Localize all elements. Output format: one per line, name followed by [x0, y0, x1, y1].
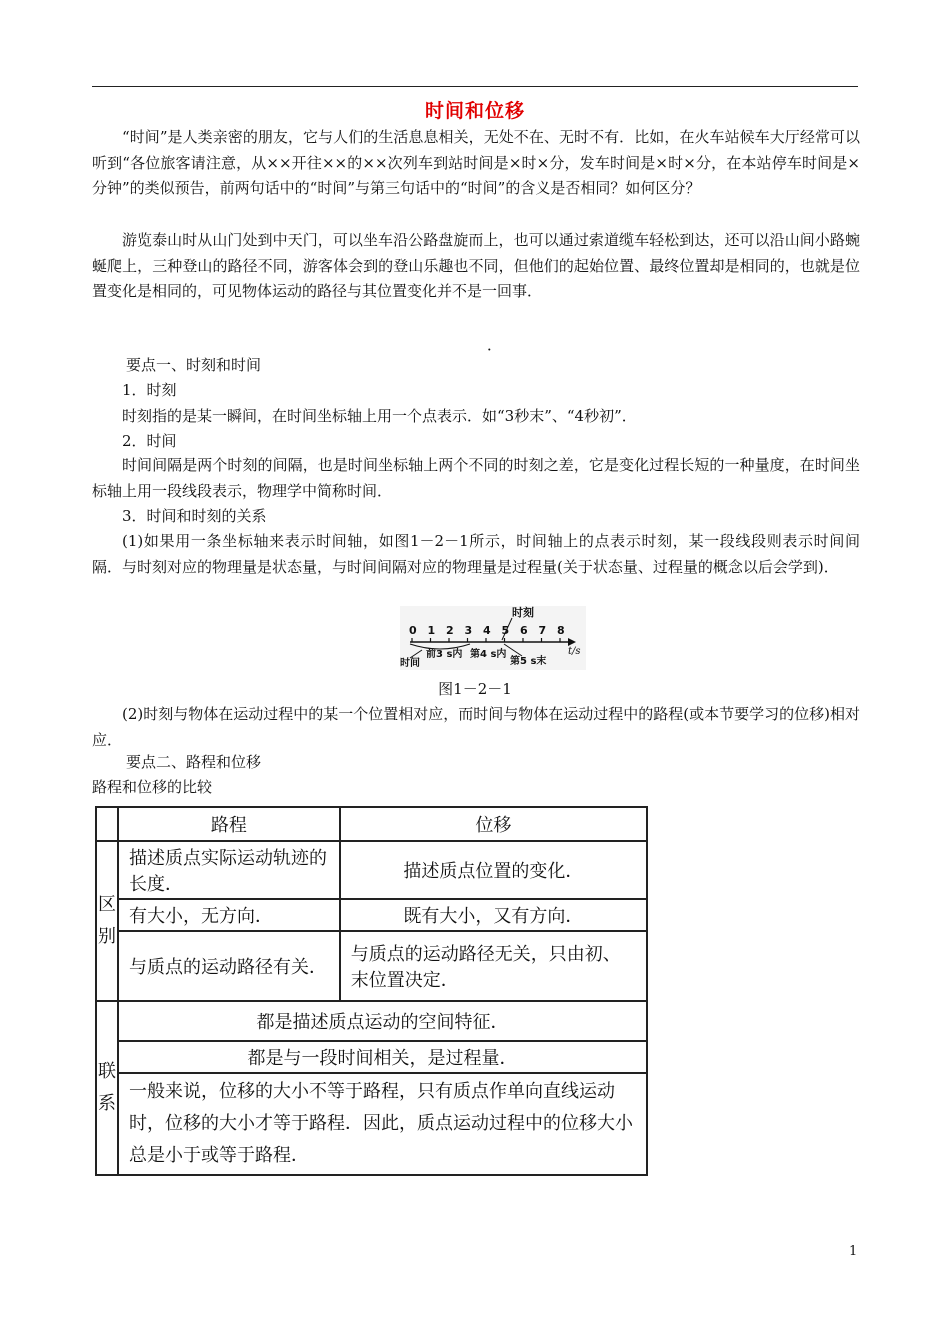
comparison-table — [95, 806, 648, 1176]
intro-paragraph-2: 游览泰山时从山门处到中天门，可以坐车沿公路盘旋而上，也可以通过索道缆车轻松到达，还可以沿山间小路蜿蜒爬上，三种登山的路径不同，游客体会到的登山乐趣也不同，但他们的起始位置、最终位置却是相同的，也就是位置变化是相同的，可见物体运动的路径与其位置变化并不是一回事． — [92, 231, 860, 300]
item1-text: 时刻指的是某一瞬间，在时间坐标轴上用一个点表示．如“3秒末”、“4秒初”． — [122, 407, 637, 425]
figure-caption: 图1－2－1 — [438, 680, 512, 698]
header-path: 路程 — [118, 807, 340, 841]
page-title: 时间和位移 — [424, 100, 525, 122]
corner-cell — [96, 807, 118, 841]
diff-path-1: 描述质点实际运动轨迹的长度． — [118, 841, 340, 899]
tick-label: 0 — [409, 624, 417, 637]
tick-label: 1 — [427, 624, 436, 637]
label-first3: 前3 s内 — [426, 649, 463, 660]
diff-disp-2: 既有大小，又有方向． — [340, 899, 647, 931]
tick-label: 3 — [464, 624, 473, 637]
item2-title: 2．时间 — [122, 432, 177, 450]
item3-text-1: (1)如果用一条坐标轴来表示时间轴，如图1－2－1所示，时间轴上的点表示时刻，某一段线段则表示时间间隔．与时刻对应的物理量是状态量，与时间间隔对应的物理量是过程量(关于状态量、过程量的概念以后会学到)． — [92, 532, 860, 576]
item1-title: 1．时刻 — [122, 381, 177, 399]
tick-label: 2 — [446, 624, 454, 637]
item2-text: 时间间隔是两个时刻的间隔，也是时间坐标轴上两个不同的时刻之差，它是变化过程长短的一种量度，在时间坐标轴上用一段线段表示，物理学中简称时间． — [92, 456, 860, 500]
label-interval: 时间 — [400, 658, 420, 669]
header-displacement: 位移 — [340, 807, 647, 841]
link-row-1: 都是描述质点运动的空间特征． — [118, 1001, 647, 1041]
section2-subheading: 路程和位移的比较 — [92, 778, 213, 796]
page-number: 1 — [849, 1244, 858, 1259]
group-difference: 区 别 — [96, 841, 118, 1001]
item3-text-2: (2)时刻与物体在运动过程中的某一个位置相对应，而时间与物体在运动过程中的路程(或本节要学习的位移)相对应． — [92, 705, 860, 749]
section2-heading: 要点二、路程和位移 — [126, 753, 262, 771]
tick-label: 4 — [483, 624, 491, 637]
label-moment: 时刻 — [512, 606, 534, 619]
separator-dot: ． — [487, 336, 503, 354]
label-5end: 第5 s末 — [510, 656, 547, 667]
item3-title: 3．时间和时刻的关系 — [122, 507, 267, 525]
group-link: 联 系 — [96, 1001, 118, 1175]
label-4th: 第4 s内 — [470, 649, 507, 660]
diff-path-3: 与质点的运动路径有关． — [118, 931, 340, 1001]
diff-path-2: 有大小，无方向． — [118, 899, 340, 931]
link-row-3: 一般来说，位移的大小不等于路程，只有质点作单向直线运动时，位移的大小才等于路程．因此，质点运动过程中的位移大小总是小于或等于路程． — [118, 1073, 647, 1175]
timeline-figure — [400, 606, 586, 670]
tick-label: 6 — [520, 624, 528, 637]
diff-disp-3: 与质点的运动路径无关，只由初、末位置决定． — [340, 931, 647, 1001]
tick-label: 8 — [557, 624, 565, 637]
tick-label: 7 — [538, 624, 547, 637]
diff-disp-1: 描述质点位置的变化． — [340, 841, 647, 899]
intro-paragraph-1: “时间”是人类亲密的朋友，它与人们的生活息息相关，无处不在、无时不有．比如，在火车站候车大厅经常可以听到“各位旅客请注意，从××开往××的××次列车到站时间是×时×分，发车时间是×时×分，在本站停车时间是×分钟”的类似预告，前两句话中的“时间”与第三句话中的“时间”的含义是否相同？如何区分？ — [92, 128, 860, 197]
axis-unit: t/s — [568, 646, 581, 657]
section1-heading: 要点一、时刻和时间 — [126, 356, 262, 374]
link-row-2: 都是与一段时间相关，是过程量． — [118, 1041, 647, 1073]
header-rule — [92, 86, 858, 87]
tick-label: 5 — [501, 624, 510, 637]
